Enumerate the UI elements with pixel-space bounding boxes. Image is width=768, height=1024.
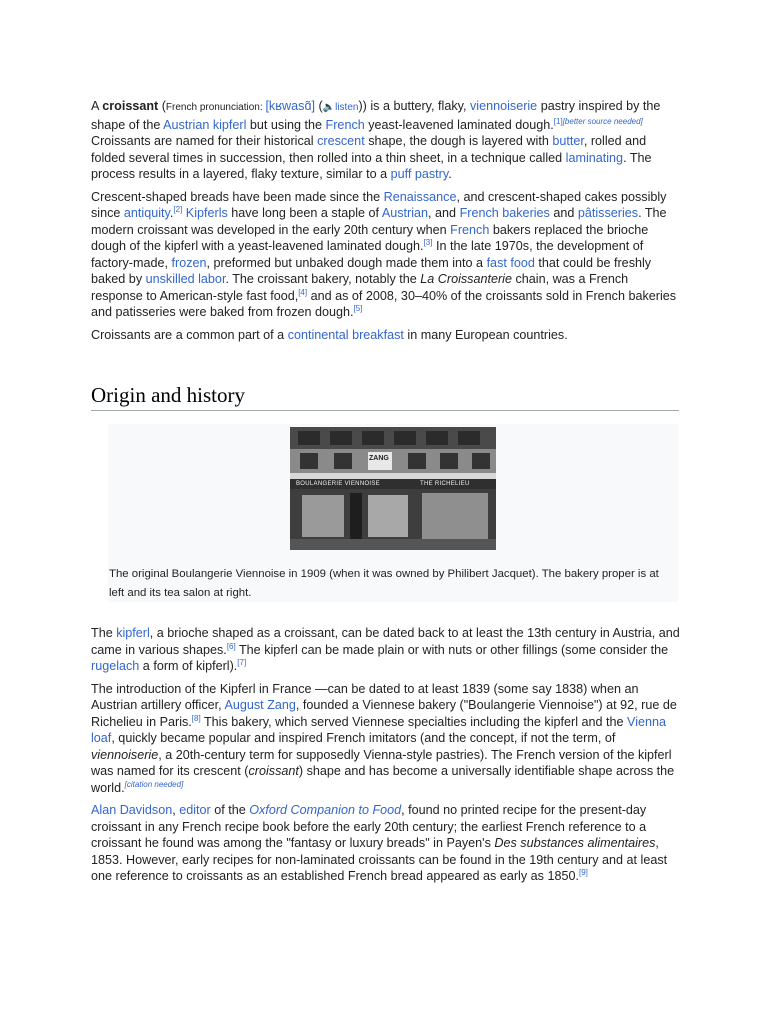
ref-3[interactable]: [3] [423,237,433,247]
ref-8[interactable]: [8] [191,713,201,723]
ipa-link[interactable]: [kʁwasɑ̃] [265,99,315,113]
link-vienna-loaf[interactable]: Vienna loaf [91,714,667,745]
link-oxford-companion[interactable]: Oxford Companion to Food [249,803,402,817]
link-french-bakeries[interactable]: French bakeries [459,206,550,220]
origin-section [91,625,681,891]
link-renaissance[interactable]: Renaissance [383,189,457,204]
listen-link[interactable]: listen [335,102,359,113]
link-kipferl[interactable]: kipferl [116,626,150,640]
intro-paragraph: A croissant (French pronunciation: [kʁwasɑ̃] (🔈listen)) is a buttery, flaky, viennoiserie pastry inspired by the shape of the Austrian kipferl but using the French yeast-leavened laminated dough.[1][better source needed] Croissants are named for their historical crescent shape, the dough is layered with butter, rolled and folded several times in succession, then rolled into a thin sheet, in a technique called laminating. The process results in a layered, flaky texture, similar to a puff pastry. [91,99,661,181]
link-rugelach[interactable]: rugelach [91,659,140,673]
link-fast-food[interactable]: fast food [486,255,535,270]
kipferl-paragraph: The kipferl, a brioche shaped as a croissant, can be dated back to at least the 13th century in Austria, and came in various shapes.[6] The kipferl can be made plain or with nuts or other fillings (some consider the rugelach a form of kipferl).[7] [91,626,680,673]
link-patisseries[interactable]: pâtisseries [577,206,639,220]
link-kipferls[interactable]: Kipferls [185,206,228,220]
section-heading-origin-history: Origin and history [91,382,679,411]
ref-1[interactable]: [1] [553,116,563,126]
link-continental-breakfast[interactable]: continental breakfast [287,327,404,342]
link-austrian[interactable]: Austrian [381,206,429,220]
ref-7[interactable]: [7] [237,657,247,667]
link-viennoiserie[interactable]: viennoiserie [469,99,538,113]
better-source-needed[interactable]: [better source needed] [562,116,643,126]
citation-needed[interactable]: [citation needed] [124,779,184,789]
history-paragraph: Crescent-shaped breads have been made since the Renaissance, and crescent-shaped cakes possibly since antiquity.[2] Kipferls have long been a staple of Austrian, and French bakeries and pâtisseries. The modern croissant was developed in the early 20th century when French bakers replaced the brioche dough of the kipferl with a yeast-leavened laminated dough.[3] In the late 1970s, the development of factory-made, frozen, preformed but unbaked dough made them into a fast food that could be freshly baked by unskilled labor. The croissant bakery, notably the La Croissanterie chain, was a French response to American-style fast food,[4] and as of 2008, 30–40% of the croissants sold in French bakeries and patisseries were baked from frozen dough.[5] [91,189,677,319]
figure-boulangerie [108,424,678,602]
lead-section [91,98,681,349]
link-antiquity[interactable]: antiquity [123,206,170,220]
link-french[interactable]: French [325,117,365,132]
link-butter[interactable]: butter [552,134,584,148]
link-crescent[interactable]: crescent [317,134,365,148]
introduction-paragraph: The introduction of the Kipferl in France —can be dated to at least 1839 (some say 1838) when an Austrian artillery officer, August Zang, founded a Viennese bakery ("Boulangerie Viennoise") at 92, rue de Richelieu in Paris.[8] This bakery, which served Viennese specialties including the kipferl and the Vienna loaf, quickly became popular and inspired French imitators (and the concept, if not the term, of viennoiserie, a 20th-century term for supposedly Vienna-style pastries). The French version of the kipferl was named for its crescent (croissant) shape and has become a universally identifiable shape across the world.[citation needed] [91,681,677,795]
ref-9[interactable]: [9] [578,867,588,877]
link-editor[interactable]: editor [179,803,211,817]
storefront-illustration [290,427,496,550]
link-unskilled-labor[interactable]: unskilled labor [145,272,226,286]
link-laminating[interactable]: laminating [565,150,624,165]
davidson-paragraph: Alan Davidson, editor of the Oxford Companion to Food, found no printed recipe for the present-day croissant in any French recipe book before the early 20th century; the earliest French reference to a croissant he found was among the "fantasy or luxury breads" in Payen's Des substances alimentaires, 1853. However, early recipes for non-laminated croissants can be found in the 19th century and at least one reference to croissants as an established French bread appeared as early as 1850.[9] [91,803,668,883]
ref-4[interactable]: [4] [298,287,308,297]
link-french-2[interactable]: French [450,222,490,237]
term-croissant: croissant [102,99,159,113]
link-alan-davidson[interactable]: Alan Davidson [91,803,173,817]
link-frozen[interactable]: frozen [171,255,207,270]
breakfast-paragraph: Croissants are a common part of a continental breakfast in many European countries. [91,327,568,342]
link-austrian-kipferl[interactable]: Austrian kipferl [163,117,247,132]
speaker-icon[interactable]: 🔈 [322,102,336,113]
boulangerie-photo[interactable] [290,427,496,550]
storefront-sign-top: ZANG [369,455,389,462]
link-puff-pastry[interactable]: puff pastry [390,167,449,181]
ref-5[interactable]: [5] [353,303,363,313]
storefront-sign-left: BOULANGERIE VIENNOISE [296,481,380,487]
storefront-sign-right: THE RICHELIEU [420,481,470,487]
link-august-zang[interactable]: August Zang [224,698,296,712]
figure-caption: The original Boulangerie Viennoise in 1909 (when it was owned by Philibert Jacquet). The bakery proper is at left and its tea salon at right. [109,568,659,599]
ref-2[interactable]: [2] [173,204,183,214]
ref-6[interactable]: [6] [226,641,236,651]
